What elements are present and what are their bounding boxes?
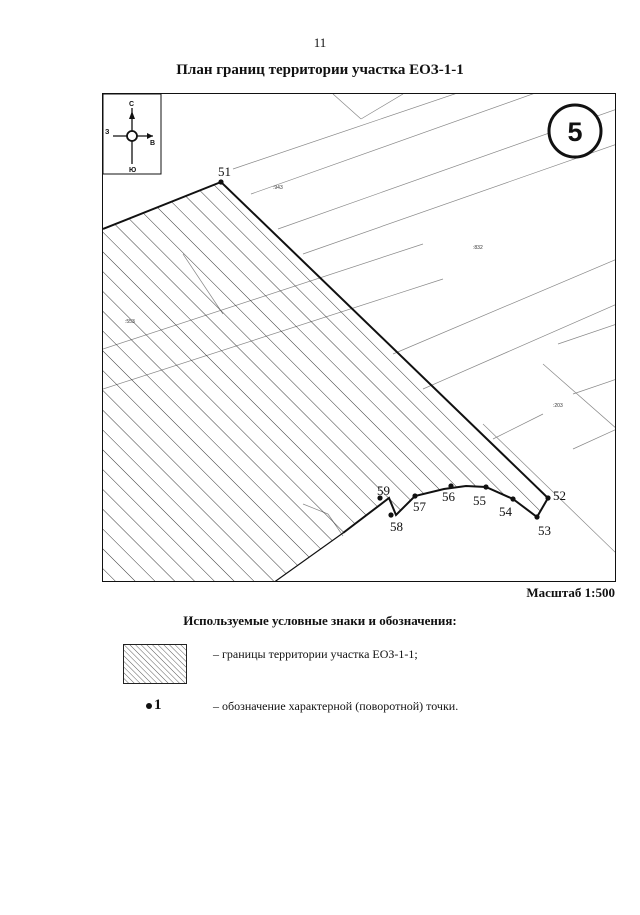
map-canvas <box>103 94 616 582</box>
legend-boundary-text: – границы территории участка ЕОЗ-1-1; <box>213 647 418 661</box>
legend-hatch-swatch <box>123 644 187 684</box>
point-56-marker <box>448 483 453 488</box>
point-label-54: 54 <box>499 504 512 519</box>
point-label-52: 52 <box>553 488 566 503</box>
point-58-marker <box>388 512 393 517</box>
legend-point-number: 1 <box>154 697 162 713</box>
parcel-label: :943 <box>273 185 283 191</box>
parcel-label: :553 <box>125 319 135 325</box>
point-54-marker <box>510 496 515 501</box>
compass-north-label: С <box>129 101 135 108</box>
sheet-number-text: 5 <box>567 117 583 147</box>
page-title: План границ территории участка ЕОЗ-1-1 <box>176 62 464 78</box>
point-label-57: 57 <box>413 499 426 514</box>
point-label-55: 55 <box>473 493 486 508</box>
compass-rose-icon <box>103 94 161 174</box>
page-number: 11 <box>313 35 327 50</box>
legend-point-text: – обозначение характерной (поворотной) точки. <box>213 699 459 713</box>
point-label-53: 53 <box>538 523 551 538</box>
compass-south-label: Ю <box>129 167 137 174</box>
compass-west-label: З <box>105 129 110 136</box>
point-52-marker <box>545 495 550 500</box>
point-label-58: 58 <box>390 519 403 534</box>
compass-east-label: В <box>150 140 156 147</box>
legend-title: Используемые условные знаки и обозначения: <box>183 613 457 628</box>
point-dot-icon <box>146 703 152 709</box>
parcel-label: :203 <box>553 403 563 409</box>
point-55-marker <box>483 484 488 489</box>
map-scale: Масштаб 1:500 <box>526 585 615 600</box>
point-51-marker <box>218 179 223 184</box>
point-label-51: 51 <box>218 164 231 179</box>
hatch-swatch-icon <box>124 645 186 683</box>
point-57-marker <box>412 493 417 498</box>
boundary-map <box>102 93 616 582</box>
point-label-59: 59 <box>377 483 390 498</box>
parcel-label: :832 <box>473 245 483 251</box>
sheet-number-badge <box>549 105 601 157</box>
point-label-56: 56 <box>442 489 455 504</box>
point-53-marker <box>534 514 539 519</box>
legend-point-symbol <box>146 697 162 714</box>
territory-boundary-polygon <box>103 182 548 582</box>
